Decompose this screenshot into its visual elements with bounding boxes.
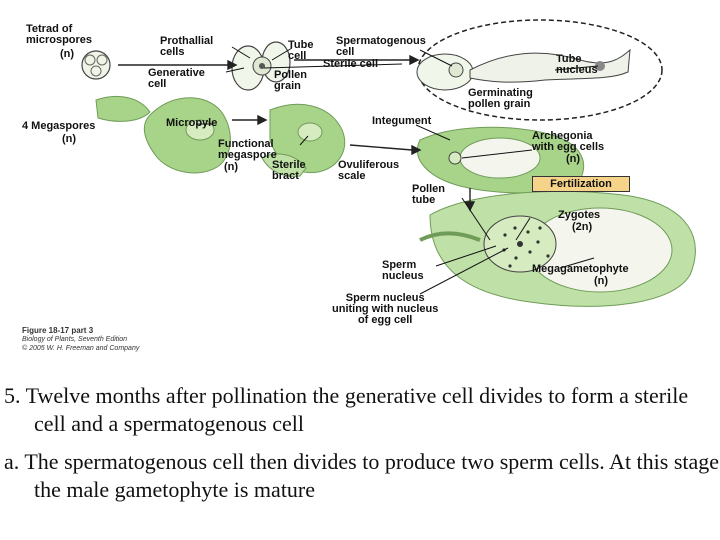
label-megaspores-ploidy: (n): [62, 133, 77, 145]
label-sterile-cell: Sterile cell: [323, 58, 379, 70]
figure-caption-book: Biology of Plants, Seventh Edition: [22, 336, 128, 343]
label-tetrad-of-microspores: Tetrad of microspores: [26, 23, 93, 46]
label-micropyle: Micropyle: [166, 117, 218, 129]
label-pollen-tube: Pollen tube: [412, 183, 446, 206]
label-sperm-nucleus-uniting: Sperm nucleus uniting with nucleus of egg cell: [332, 292, 439, 326]
label-functional-megaspore-ploidy: (n): [224, 161, 239, 173]
label-zygotes: Zygotes: [558, 209, 601, 221]
label-archegonia-with-egg-cells: Archegonia with egg cells: [532, 130, 605, 153]
tetrad-illustration: [82, 51, 110, 79]
label-prothallial-cells: Prothallial cells: [160, 35, 214, 58]
label-megagametophyte-ploidy: (n): [594, 275, 609, 287]
label-germinating-pollen-grain: Germinating pollen grain: [468, 87, 533, 110]
label-functional-megaspore: Functional megaspore: [218, 138, 277, 161]
label-zygotes-ploidy: (2n): [572, 221, 593, 233]
fertilization-badge: Fertilization: [532, 176, 630, 192]
label-4-megaspores: 4 Megaspores: [22, 120, 96, 132]
label-integument: Integument: [372, 115, 432, 127]
figure-caption-number: Figure 18-17 part 3: [22, 326, 94, 335]
figure-caption-copyright: © 2005 W. H. Freeman and Company: [22, 345, 140, 352]
label-tube-cell: Tube cell: [288, 39, 314, 62]
label-tube-nucleus: Tube nucleus: [556, 53, 598, 76]
label-ovuliferous-scale: Ovuliferous scale: [338, 159, 400, 182]
label-archegonia-ploidy: (n): [566, 153, 581, 165]
note-point-a: a. The spermatogenous cell then divides to produce two sperm cells. At this stage the male gametophyte is mature: [4, 449, 720, 502]
label-megagametophyte: Megagametophyte: [532, 263, 629, 275]
label-sperm-nucleus: Sperm nucleus: [382, 259, 424, 282]
megaspore-cone-illustration: [96, 96, 230, 173]
label-sterile-bract: Sterile bract: [272, 159, 306, 182]
label-pollen-grain: Pollen grain: [274, 69, 308, 92]
label-spermatogenous-cell: Spermatogenous cell: [336, 35, 426, 58]
slide-notes: [0, 382, 720, 504]
note-point-5: 5. Twelve months after pollination the generative cell divides to form a sterile cell and a spermatogenous cell: [4, 383, 689, 436]
germinating-pollen-illustration: [417, 20, 662, 120]
label-tetrad-ploidy: (n): [60, 48, 75, 60]
label-generative-cell: Generative cell: [148, 67, 205, 90]
